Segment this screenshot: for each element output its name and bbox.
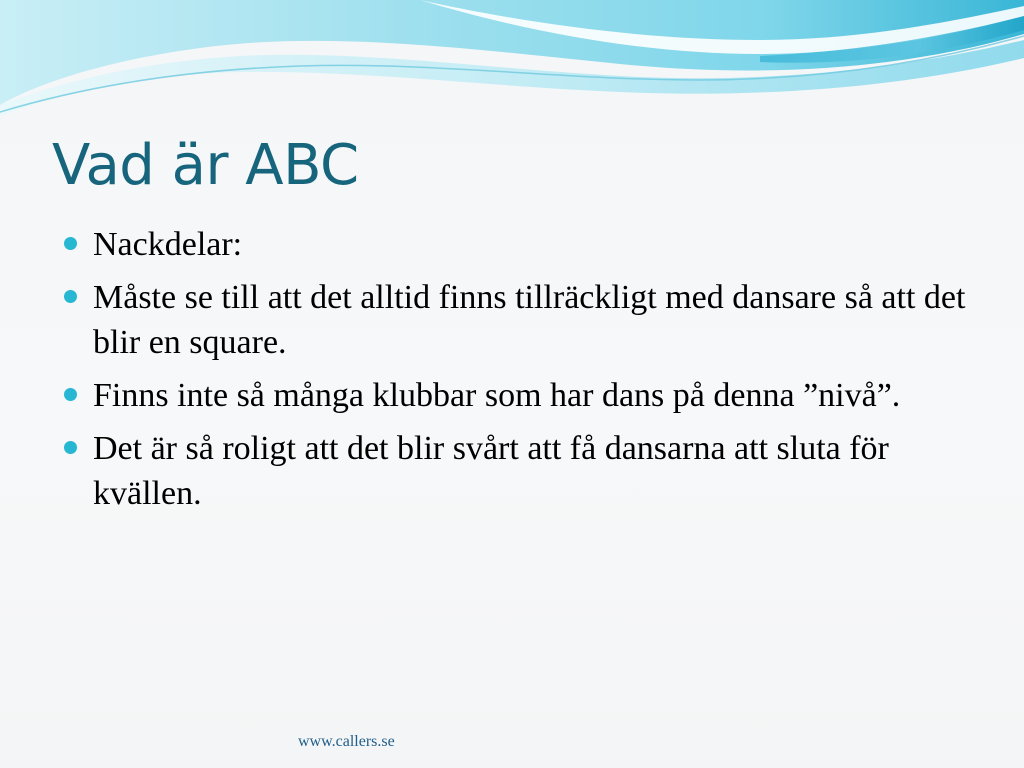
bullet-text: Det är så roligt att det blir svårt att få dansarna att sluta för kvällen. bbox=[93, 430, 889, 512]
bullet-icon bbox=[64, 290, 77, 303]
bullet-item bbox=[64, 426, 974, 516]
footer-url: www.callers.se bbox=[298, 733, 395, 750]
bullet-text: Måste se till att det alltid finns tillräckligt med dansare så att det blir en square. bbox=[93, 279, 966, 361]
bullet-item bbox=[64, 222, 974, 267]
bullet-icon bbox=[64, 388, 77, 401]
bullet-icon bbox=[64, 441, 77, 454]
bullet-icon bbox=[64, 237, 77, 250]
bullet-item bbox=[64, 275, 974, 365]
bullet-list bbox=[64, 222, 974, 524]
slide-title: Vad är ABC bbox=[52, 133, 359, 198]
bullet-item bbox=[64, 373, 974, 418]
bullet-text: Finns inte så många klubbar som har dans på denna ”nivå”. bbox=[93, 377, 901, 414]
bullet-text: Nackdelar: bbox=[93, 226, 243, 263]
wave-header-decoration bbox=[0, 0, 1024, 120]
